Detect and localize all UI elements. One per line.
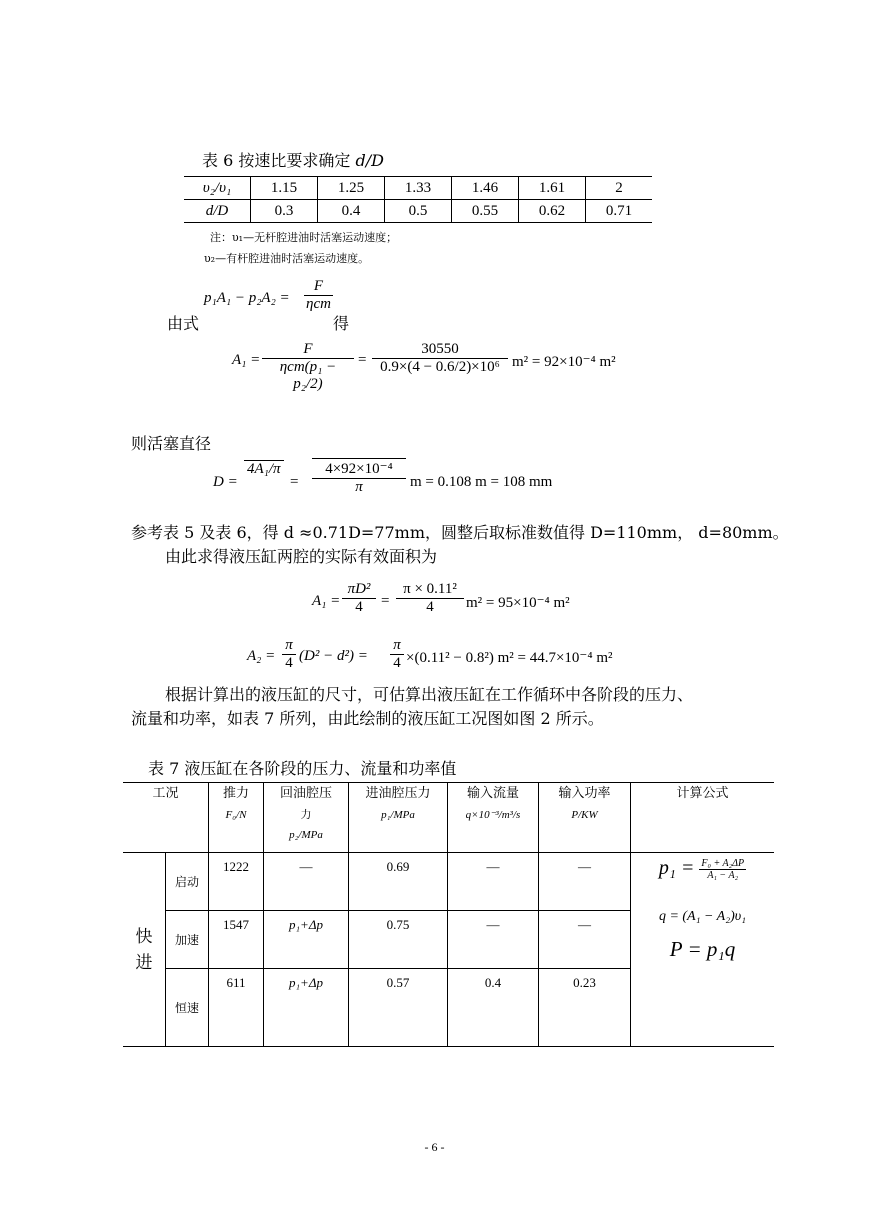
formula2-fraction1 — [262, 341, 354, 393]
table-cell: 1222 — [209, 853, 264, 911]
formula5-num1: π — [282, 637, 296, 655]
header-inlet-label: 进油腔压力 — [365, 786, 431, 801]
header-inlet-unit: p₁/MPa — [381, 809, 415, 821]
table-cell: υ₂/υ₁ — [184, 177, 251, 200]
formula3-radical2-den: π — [355, 479, 363, 495]
table-cell: 1.33 — [385, 177, 452, 200]
table6-note-1: 注：υ₁—无杆腔进油时活塞运动速度； — [210, 231, 398, 244]
table6-note-2: υ₂—有杆腔进油时活塞运动速度。 — [204, 252, 370, 265]
table6-caption — [202, 148, 384, 171]
table-row — [123, 853, 774, 911]
table-row — [184, 200, 652, 223]
formula4-lhs: A₁ = — [312, 593, 341, 609]
stage-start: 启动 — [166, 853, 209, 911]
formula4-den2: 4 — [426, 599, 434, 615]
header-inlet-pressure — [349, 783, 448, 853]
table-cell: 1.25 — [318, 177, 385, 200]
table-cell: 0.23 — [539, 969, 631, 1047]
table-cell: d/D — [184, 200, 251, 223]
table-cell: 0.4 — [318, 200, 385, 223]
table-cell: — — [264, 853, 349, 911]
table-cell: 0.69 — [349, 853, 448, 911]
formula5-fraction1 — [282, 637, 296, 672]
table7 — [123, 782, 774, 1047]
formula3-radical2-num: 4×92×10⁻⁴ — [312, 459, 406, 479]
formula5-tail: ×(0.11² − 0.8²) m² = 44.7×10⁻⁴ m² — [406, 650, 613, 666]
formula-p1-lhs: p₁ = — [658, 857, 695, 879]
formula-cell — [631, 853, 775, 1047]
header-return-unit: p₂/MPa — [289, 829, 323, 841]
formula5-den1: 4 — [285, 655, 293, 671]
header-flow — [448, 783, 539, 853]
paragraph-2: 由此求得液压缸两腔的实际有效面积为 — [165, 547, 438, 566]
table-cell: — — [448, 911, 539, 969]
header-power-label: 输入功率 — [558, 786, 611, 801]
formula3-radical1 — [244, 460, 284, 478]
table-cell: 1.15 — [251, 177, 318, 200]
formula2-equals: = — [358, 352, 367, 368]
header-power-unit: P/KW — [571, 809, 598, 821]
formula5-lhs: A₂ = — [247, 648, 276, 664]
paragraph-3-line-1: 根据计算出的液压缸的尺寸，可估算出液压缸在工作循环中各阶段的压力、 — [165, 685, 694, 704]
table-cell: 0.4 — [448, 969, 539, 1047]
header-power — [539, 783, 631, 853]
table-cell: p₁+Δp — [264, 911, 349, 969]
paragraph-3-line-2: 流量和功率，如表 7 所列，由此绘制的液压缸工况图如图 2 所示。 — [131, 709, 604, 728]
table6-caption-var: d/D — [355, 151, 384, 170]
table-cell: 0.57 — [349, 969, 448, 1047]
table-cell: 1.61 — [519, 177, 586, 200]
table-cell: 0.71 — [586, 200, 653, 223]
formula3-result: m = 0.108 m = 108 mm — [410, 474, 553, 490]
piston-diameter-text: 则活塞直径 — [131, 434, 212, 453]
formula-p1-den: A₁ − A₂ — [707, 869, 739, 881]
table-cell: — — [539, 853, 631, 911]
header-flow-unit: q×10⁻³/m³/s — [465, 809, 521, 821]
formula4-fraction2 — [396, 581, 464, 616]
table-cell: 0.62 — [519, 200, 586, 223]
formula5-num2: π — [390, 637, 404, 655]
table6-caption-text: 表 6 按速比要求确定 — [202, 151, 351, 170]
formula5-den2: 4 — [393, 655, 401, 671]
header-thrust-label: 推力 — [222, 786, 249, 801]
table-cell: 0.55 — [452, 200, 519, 223]
formula4-den1: 4 — [355, 599, 363, 615]
formula1-suffix: 得 — [333, 314, 350, 333]
header-return-label-2: 力 — [300, 808, 312, 821]
formula4-num1: πD² — [342, 581, 376, 599]
stage-accelerate: 加速 — [166, 911, 209, 969]
formula3-radical2 — [312, 458, 406, 496]
stage-constant: 恒速 — [166, 969, 209, 1047]
formula3-lhs: D = — [213, 474, 238, 490]
table-cell: 0.3 — [251, 200, 318, 223]
formula2-lhs: A₁ = — [232, 352, 261, 368]
header-return-label: 回油腔压 — [279, 786, 332, 801]
formula-p1 — [631, 857, 774, 901]
table-cell: p₁+Δp — [264, 969, 349, 1047]
formula-p1-fraction — [699, 858, 746, 881]
header-flow-label: 输入流量 — [466, 786, 519, 801]
table7-caption: 表 7 液压缸在各阶段的压力、流量和功率值 — [148, 759, 457, 778]
page-number: - 6 - — [424, 1140, 445, 1154]
table6 — [184, 176, 652, 223]
formula4-equals: = — [381, 593, 390, 609]
formula-power: P = p₁q — [669, 937, 736, 961]
table-cell: 611 — [209, 969, 264, 1047]
table-header-row — [123, 783, 774, 853]
formula3-radical1-content: 4A₁/π — [247, 461, 281, 477]
formula2-result: m² = 92×10⁻⁴ m² — [512, 354, 616, 370]
table-row — [184, 177, 652, 200]
table-cell: 0.75 — [349, 911, 448, 969]
formula-p1-num: F₀ + A₂ΔP — [701, 857, 745, 869]
formula4-num2: π × 0.11² — [396, 581, 464, 599]
formula5-middle: (D² − d²) = — [299, 648, 368, 664]
formula2-den2: 0.9×(4 − 0.6/2)×10⁶ — [380, 359, 500, 375]
formula3-equals: = — [290, 474, 299, 490]
formula-q: q = (A₁ − A₂)υ₁ — [658, 909, 747, 924]
formula1-lhs: p₁A₁ − p₂A₂ = — [204, 290, 290, 306]
group-fast-forward: 快 进 — [123, 853, 166, 1047]
table-cell: 0.5 — [385, 200, 452, 223]
table-cell: 1547 — [209, 911, 264, 969]
formula1-den: ηcm — [306, 296, 331, 312]
formula5-fraction2 — [390, 637, 404, 672]
header-thrust — [209, 783, 264, 853]
formula4-fraction1 — [342, 581, 376, 616]
table-cell: 1.46 — [452, 177, 519, 200]
header-thrust-unit: F₀/N — [225, 809, 247, 821]
header-condition: 工况 — [123, 783, 209, 853]
formula2-den1: ηcm(p₁ − p₂/2) — [279, 359, 337, 392]
formula2-fraction2 — [372, 341, 508, 376]
table-cell: — — [539, 911, 631, 969]
formula1-num: F — [304, 278, 333, 296]
header-return-pressure — [264, 783, 349, 853]
table-cell: 2 — [586, 177, 653, 200]
formula2-num1: F — [262, 341, 354, 359]
formula4-result: m² = 95×10⁻⁴ m² — [466, 595, 570, 611]
formula1-prefix: 由式 — [167, 314, 200, 333]
formula1-fraction — [304, 278, 333, 313]
table-cell: — — [448, 853, 539, 911]
paragraph-1: 参考表 5 及表 6，得 d ≈0.71D=77mm，圆整后取标准数值得 D=110mm， d=80mm。 — [131, 523, 789, 542]
header-formula: 计算公式 — [631, 783, 775, 853]
formula2-num2: 30550 — [372, 341, 508, 359]
